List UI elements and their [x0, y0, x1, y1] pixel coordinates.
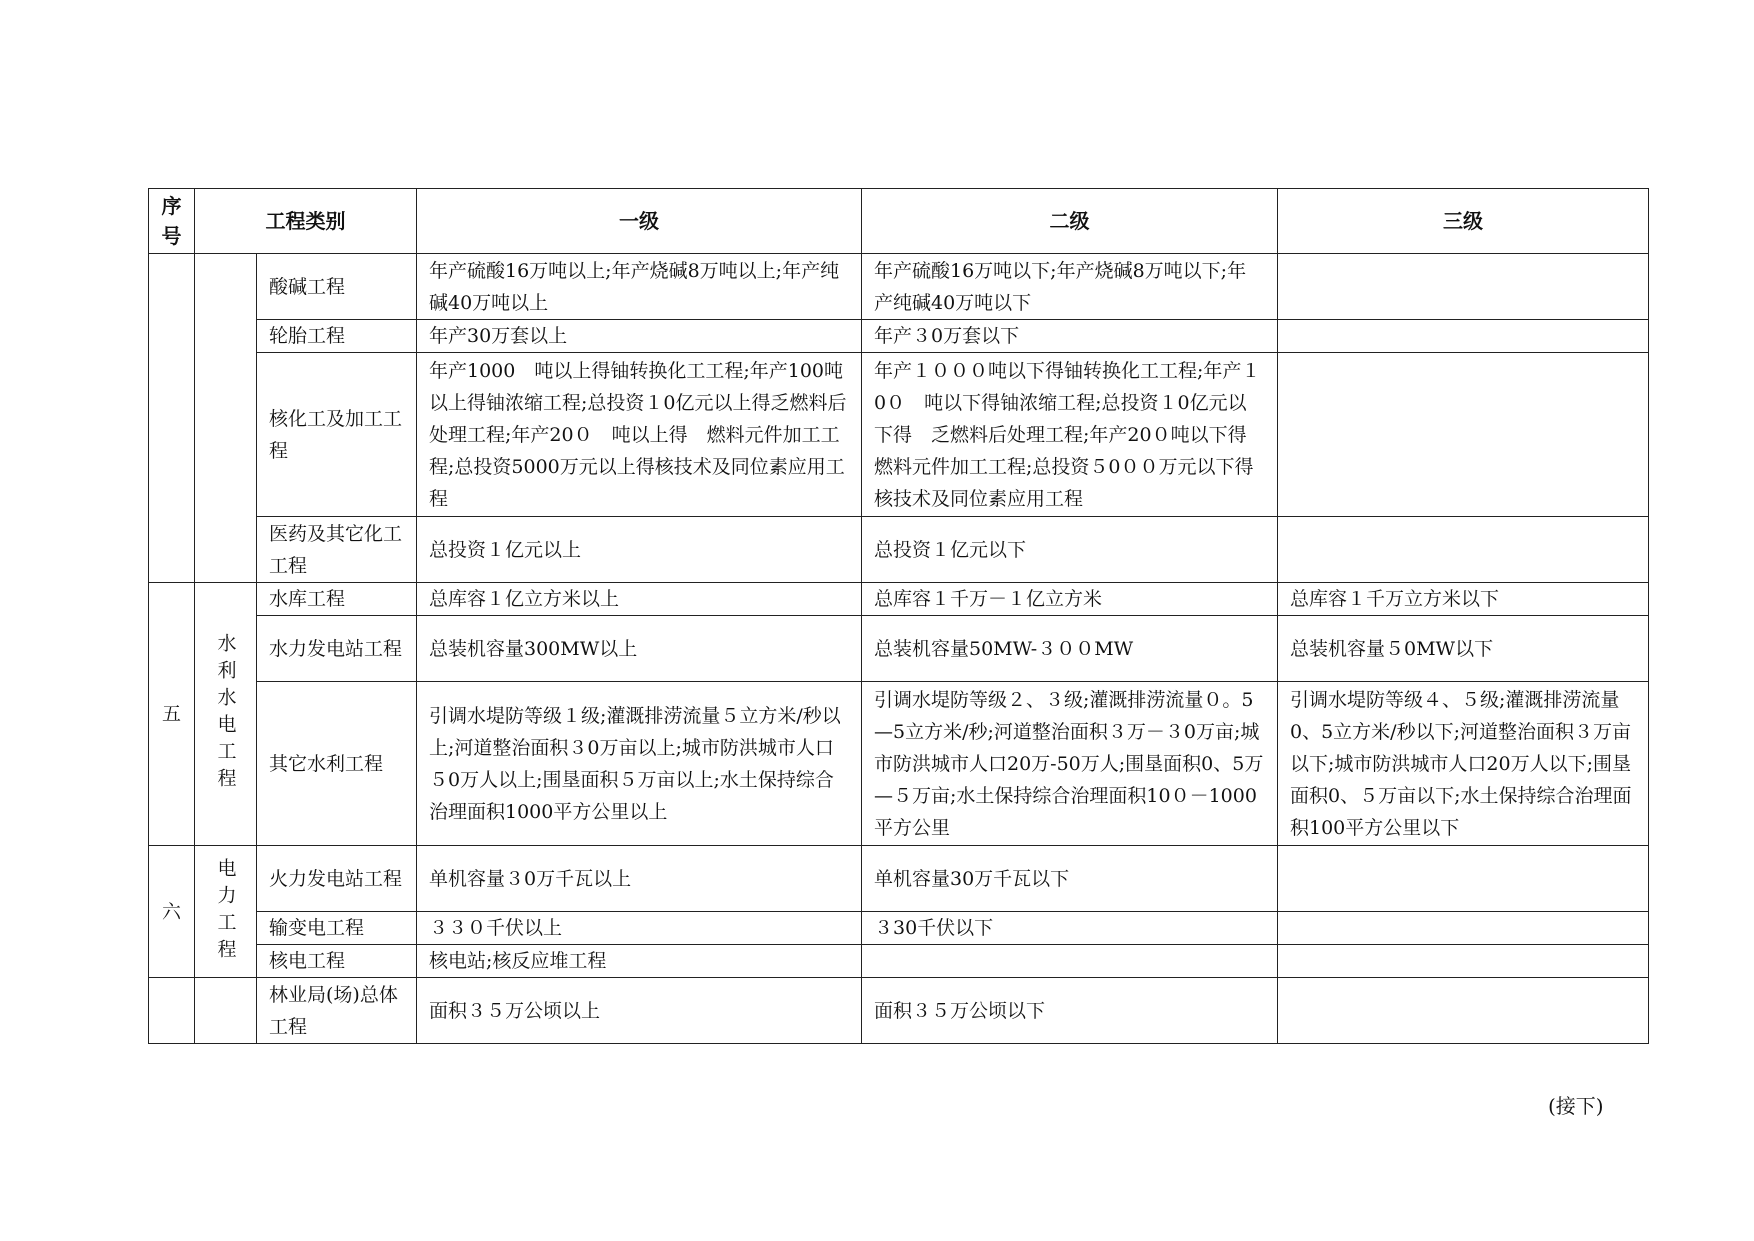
table-row [149, 945, 1649, 978]
grade2-cell: 年产硫酸16万吨以下;年产烧碱8万吨以下;年产纯碱40万吨以下 [862, 254, 1278, 320]
grade1-cell: 总库容１亿立方米以上 [417, 583, 862, 616]
category-cell: 火力发电站工程 [257, 846, 417, 912]
engineering-grade-table [148, 188, 1649, 1044]
table-header-row [149, 189, 1649, 254]
grade2-cell: 引调水堤防等级２、３级;灌溉排涝流量０。5—5立方米/秒;河道整治面积３万－３0万亩;城市防洪城市人口20万-50万人;围垦面积0、5万—５万亩;水土保持综合治理面积10０－1000平方公里 [862, 682, 1278, 846]
grade1-cell: 引调水堤防等级１级;灌溉排涝流量５立方米/秒以上;河道整治面积３0万亩以上;城市防洪城市人口５0万人以上;围垦面积５万亩以上;水土保持综合治理面积1000平方公里以上 [417, 682, 862, 846]
grade2-cell: 总库容１千万－１亿立方米 [862, 583, 1278, 616]
grade1-cell: 年产1000 吨以上得铀转换化工工程;年产100吨以上得铀浓缩工程;总投资１0亿元以上得乏燃料后处理工程;年产20０ 吨以上得 燃料元件加工工程;总投资5000万元以上得核技术及同位素应用工程 [417, 353, 862, 517]
grade3-cell [1278, 517, 1649, 583]
grade1-cell: 总投资１亿元以上 [417, 517, 862, 583]
section-seq: 六 [149, 846, 195, 978]
grade3-cell: 总库容１千万立方米以下 [1278, 583, 1649, 616]
grade2-cell: 年产１０００吨以下得铀转换化工工程;年产１0０ 吨以下得铀浓缩工程;总投资１0亿元以下得 乏燃料后处理工程;年产20０吨以下得 燃料元件加工工程;总投资５0００万元以下得核技术及同位素应用工程 [862, 353, 1278, 517]
seq-cell-empty [149, 978, 195, 1044]
table-row [149, 353, 1649, 517]
grade2-cell: 年产３0万套以下 [862, 320, 1278, 353]
grade2-cell: 总装机容量50MW-３００MW [862, 616, 1278, 682]
grade2-cell: ３30千伏以下 [862, 912, 1278, 945]
header-grade2: 二级 [862, 189, 1278, 254]
grade2-cell: 总投资１亿元以下 [862, 517, 1278, 583]
table-row [149, 912, 1649, 945]
grade1-cell: 单机容量３0万千瓦以上 [417, 846, 862, 912]
grade1-cell: 总装机容量300MW以上 [417, 616, 862, 682]
section-seq: 五 [149, 583, 195, 846]
category-cell: 输变电工程 [257, 912, 417, 945]
grade2-cell: 面积３５万公顷以下 [862, 978, 1278, 1044]
category-cell: 核化工及加工工程 [257, 353, 417, 517]
header-grade3: 三级 [1278, 189, 1649, 254]
grade2-cell: 单机容量30万千瓦以下 [862, 846, 1278, 912]
table-row [149, 254, 1649, 320]
grade1-cell: ３３０千伏以上 [417, 912, 862, 945]
header-category: 工程类别 [195, 189, 417, 254]
grade3-cell [1278, 945, 1649, 978]
grade1-cell: 年产30万套以上 [417, 320, 862, 353]
header-seq: 序号 [149, 189, 195, 254]
grade3-cell: 引调水堤防等级４、５级;灌溉排涝流量0、5立方米/秒以下;河道整治面积３万亩以下;城市防洪城市人口20万人以下;围垦面积0、５万亩以下;水土保持综合治理面积100平方公里以下 [1278, 682, 1649, 846]
grade1-cell: 面积３５万公顷以上 [417, 978, 862, 1044]
continue-note: (接下) [1548, 1094, 1604, 1118]
section-group: 水利水电工程 [195, 583, 257, 846]
category-cell: 其它水利工程 [257, 682, 417, 846]
section-group: 电力工程 [195, 846, 257, 978]
category-cell: 核电工程 [257, 945, 417, 978]
grade3-cell [1278, 254, 1649, 320]
category-cell: 水库工程 [257, 583, 417, 616]
grade3-cell [1278, 978, 1649, 1044]
table-row [149, 682, 1649, 846]
table-row [149, 320, 1649, 353]
category-cell: 医药及其它化工工程 [257, 517, 417, 583]
grade2-cell [862, 945, 1278, 978]
grade1-cell: 年产硫酸16万吨以上;年产烧碱8万吨以上;年产纯碱40万吨以上 [417, 254, 862, 320]
category-cell: 轮胎工程 [257, 320, 417, 353]
grade1-cell: 核电站;核反应堆工程 [417, 945, 862, 978]
table-row [149, 846, 1649, 912]
table-row [149, 583, 1649, 616]
category-cell: 林业局(场)总体工程 [257, 978, 417, 1044]
grade3-cell [1278, 353, 1649, 517]
group-cell-empty [195, 978, 257, 1044]
category-cell: 酸碱工程 [257, 254, 417, 320]
group-cell-empty [195, 254, 257, 583]
grade3-cell [1278, 320, 1649, 353]
grade3-cell [1278, 912, 1649, 945]
table-row [149, 616, 1649, 682]
grade3-cell: 总装机容量５0MW以下 [1278, 616, 1649, 682]
category-cell: 水力发电站工程 [257, 616, 417, 682]
grade3-cell [1278, 846, 1649, 912]
seq-cell-empty [149, 254, 195, 583]
table-row [149, 517, 1649, 583]
header-grade1: 一级 [417, 189, 862, 254]
table-row [149, 978, 1649, 1044]
